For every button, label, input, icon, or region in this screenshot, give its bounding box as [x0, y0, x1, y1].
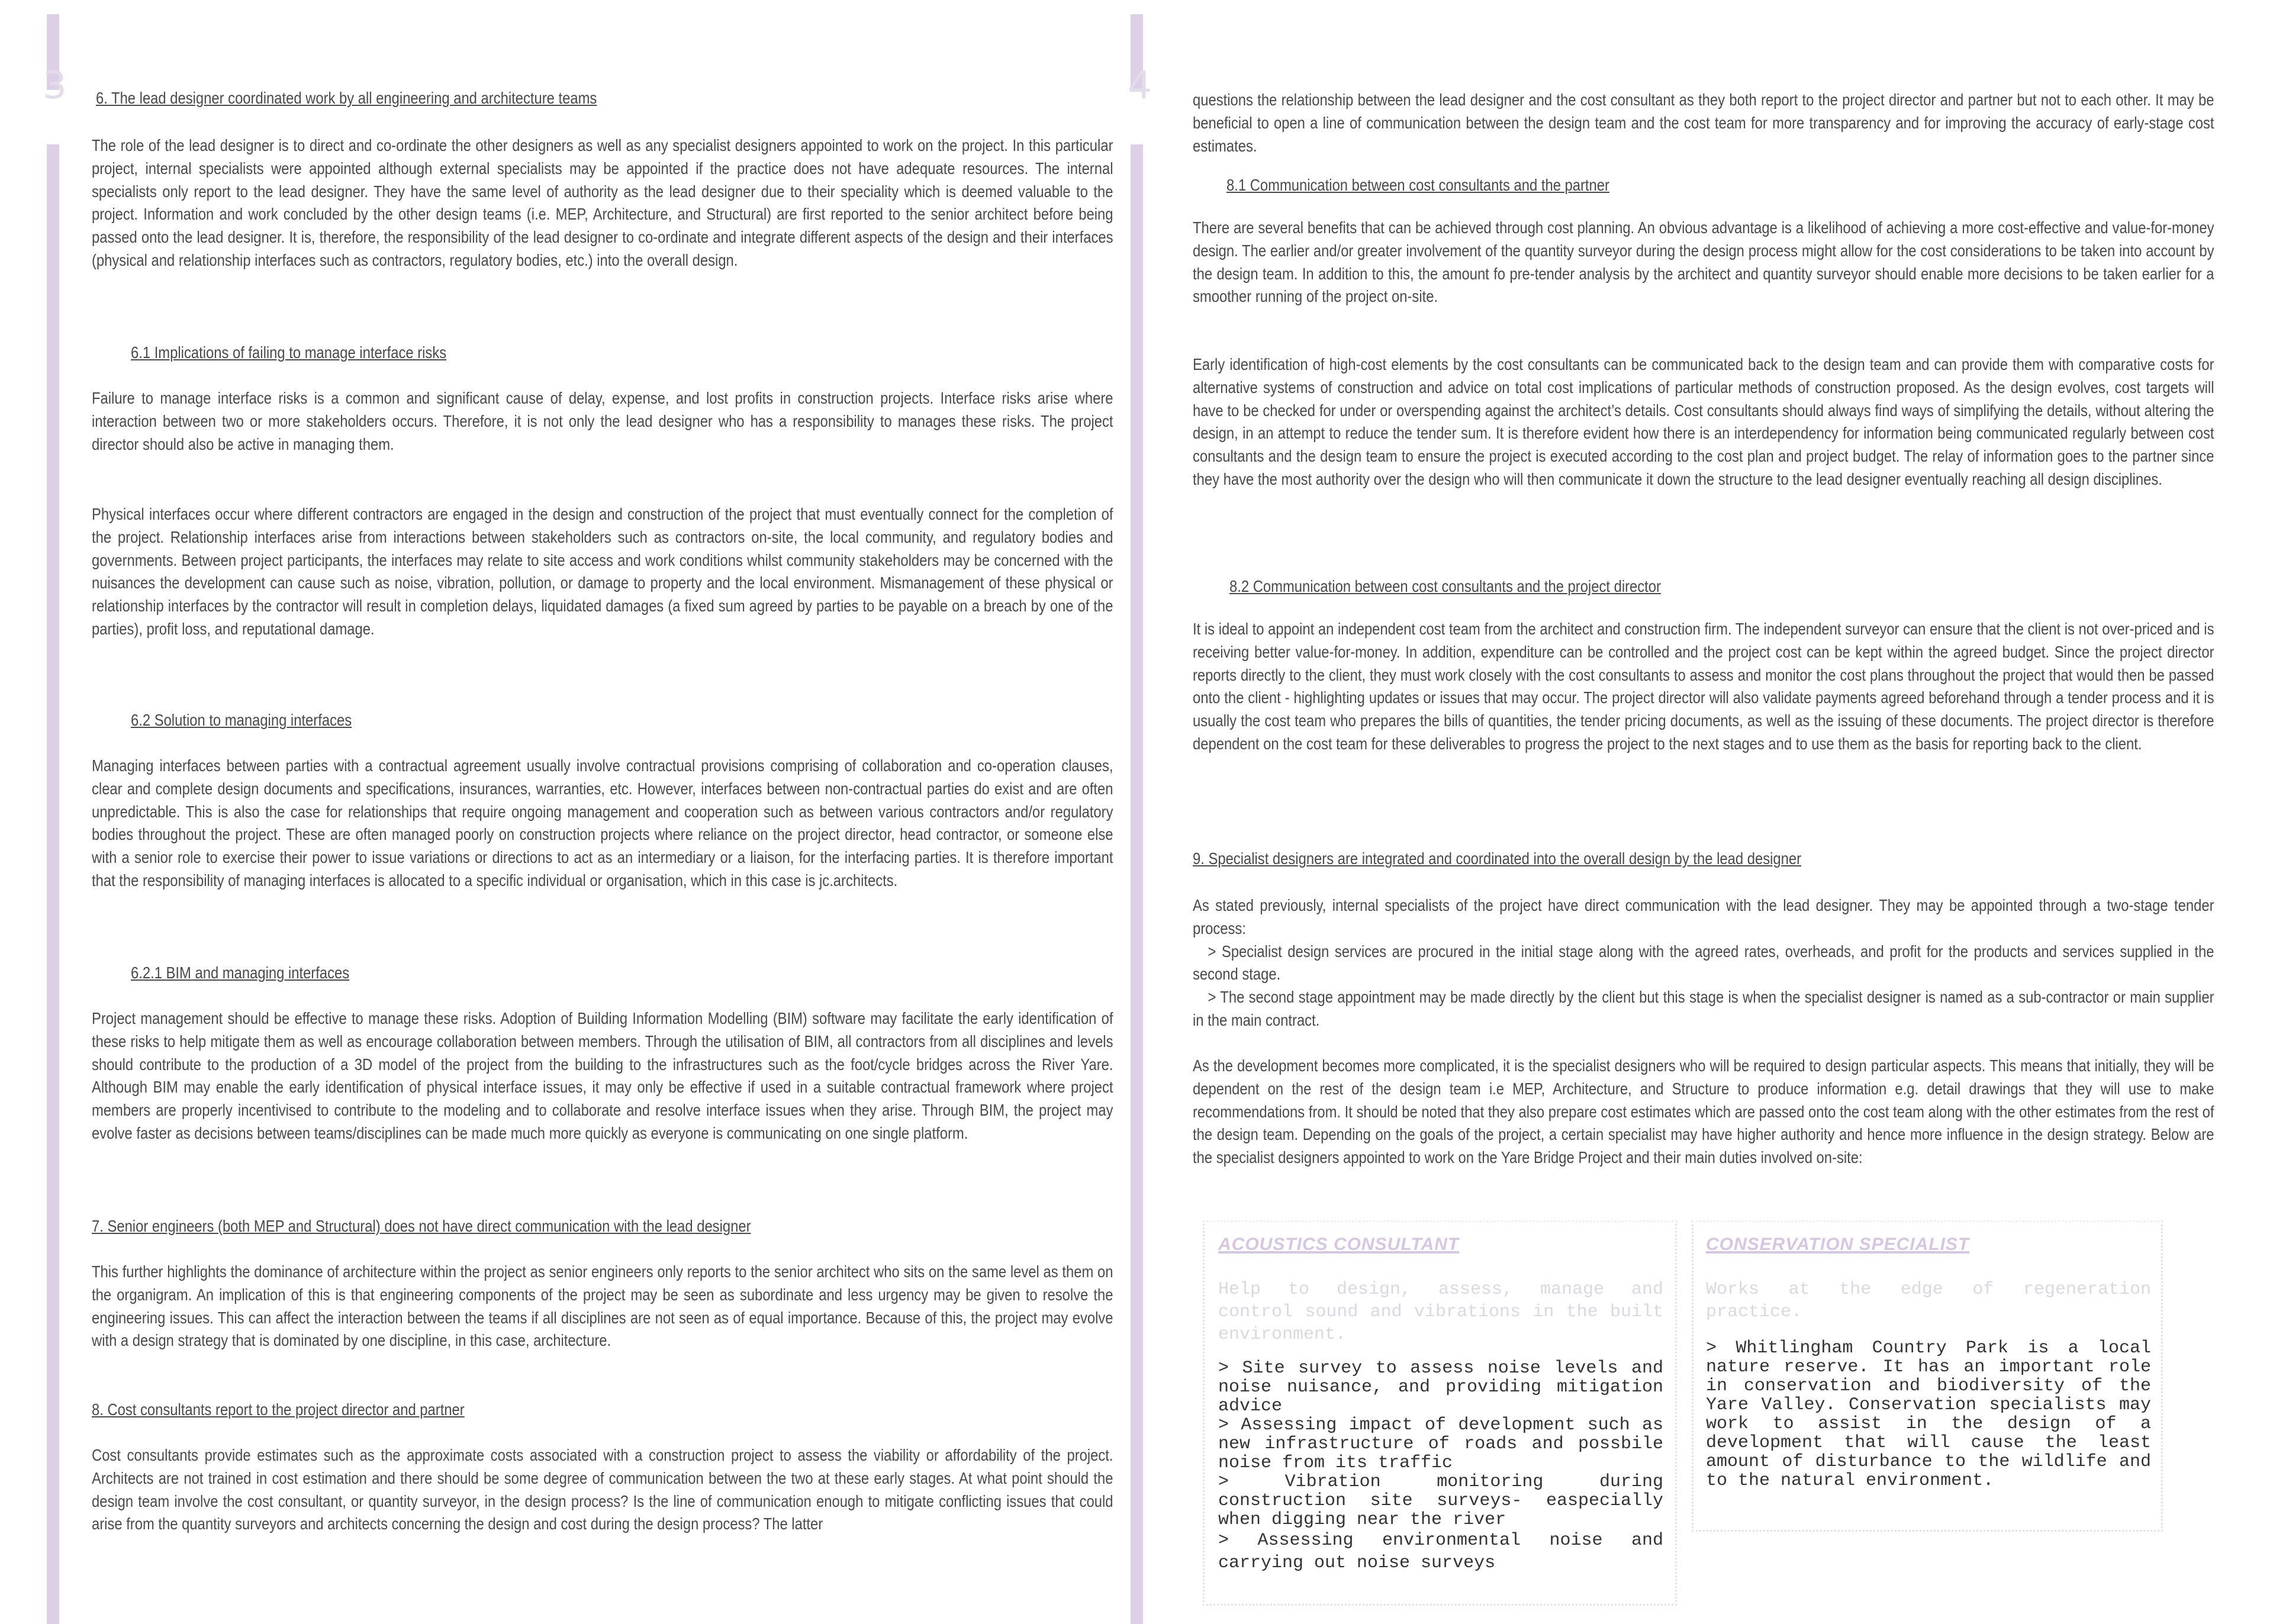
duty-item: > Whitlingham Country Park is a local nature reserve. It has an important role in conservation and biodiversity of the Yare Valley. Conservation specialists may work to assist in the design of a development that will cause the least amount of disturbance to the wildlife and to the natural environment.: [1706, 1338, 2151, 1491]
paragraph-9-bullet-1: > Specialist design services are procured in the initial stage along with the agreed rates, overheads, and profit for the products and services supplied in the second stage.: [1193, 942, 2214, 984]
acoustics-consultant-title: ACOUSTICS CONSULTANT: [1218, 1235, 1460, 1254]
paragraph-8-1b: Early identification of high-cost elements by the cost consultants can be communicated back to the design team and can provide them with comparative costs for alternative systems of construction and advice on total cost implications of particular methods of construction proposed. As the design evolves, cost targets will have to be checked for under or overspending against the architect’s details. Cost consultants should always find ways of simplifying the details, without altering the design, in an attempt to reduce the tender sum. It is therefore evident how there is an interdependency for information being communicated regularly between cost consultants and the design team to ensure the project is executed according to the cost plan and project budget. The relay of information goes to the partner since they have the most authority over the design who will then communicate it down the structure to the lead designer eventually reaching all design disciplines.: [1193, 355, 2214, 488]
heading-6-2: 6.2 Solution to managing interfaces: [131, 711, 352, 729]
heading-6-2-1: 6.2.1 BIM and managing interfaces: [131, 964, 350, 982]
paragraph-8: Cost consultants provide estimates such as the approximate costs associated with a construction project to assess the viability or affordability of the project. Architects are not trained in cost estimation and there should be some degree of communication between the two at these early stages. At what point should the design team involve the cost consultant, or quantity surveyor, in the design process? Is the line of communication enough to mitigate conflicting issues that could arise from the quantity surveyors and architects concerning the design and cost during the design process? The latter: [92, 1446, 1113, 1533]
heading-7: 7. Senior engineers (both MEP and Structural) does not have direct communication with the lead designer: [92, 1217, 751, 1235]
acoustics-consultant-summary: Help to design, assess, manage and control sound and vibrations in the built environment.: [1218, 1280, 1663, 1345]
conservation-specialist-duties: [1706, 1339, 2151, 1490]
paragraph-6-1a: Failure to manage interface risks is a common and significant cause of delay, expense, and lost profits in construction projects. Interface risks arise where interaction between two or more stakeholders occurs. Therefore, it is not only the lead designer who has a responsibility to manages these risks. The project director should also be active in managing them.: [92, 389, 1113, 453]
paragraph-8-continued: questions the relationship between the lead designer and the cost consultant as they both report to the project director and partner but not to each other. It may be beneficial to open a line of communication between the design team and the cost team for more transparency and for improving the accuracy of early-stage cost estimates.: [1193, 91, 2214, 155]
paragraph-9: [1193, 894, 2214, 1032]
heading-6: 6. The lead designer coordinated work by all engineering and architecture teams: [96, 89, 597, 107]
paragraph-9-details: As the development becomes more complicated, it is the specialist designers who will be required to design particular aspects. This means that initially, they will be dependent on the rest of the design team i.e MEP, Architecture, and Structure to produce information e.g. detail drawings that they will use to make recommendations from. It should be noted that they also prepare cost estimates which are passed onto the cost team along with the other estimates from the rest of the design team. Depending on the goals of the project, a certain specialist may have higher authority and hence more influence in the design strategy. Below are the specialist designers appointed to work on the Yare Bridge Project and their main duties involved on-site:: [1193, 1056, 2214, 1167]
paragraph-6-2: Managing interfaces between parties with a contractual agreement usually involve contractual provisions comprising of collaboration and co-operation clauses, clear and complete design documents and specifications, insurances, warranties, etc. However, interfaces between non-contractual parties do exist and are often unpredictable. This is also the case for relationships that require ongoing management and cooperation such as between various contractors and/or regulatory bodies throughout the project. These are often managed poorly on construction projects where reliance on the project director, head contractor, or someone else with a senior role to exercise their power to issue variations or directions to act as an intermediary or a liaison, for the interfacing parties. It is therefore important that the responsibility of managing interfaces is allocated to a specific individual or organisation, which in this case is jc.architects.: [92, 756, 1113, 890]
duty-item: > Site survey to assess noise levels and noise nuisance, and providing mitigation advice: [1218, 1358, 1663, 1416]
paragraph-8-2: It is ideal to appoint an independent cost team from the architect and construction firm. The independent surveyor can ensure that the client is not over-priced and is receiving better value-for-money. In addition, expenditure can be controlled and the project cost can be kept within the agreed budget. Since the project director reports directly to the client, they must work closely with the cost consultants to assess and monitor the cost plans throughout the project that would then be passed onto the client - highlighting updates or issues that may occur. The project director will also validate payments agreed beforehand through a tender process and it is usually the cost team who prepares the bills of quantities, the tender pricing documents, as well as the issuing of these documents. The project director is therefore dependent on the cost team for these deliverables to progress the project to the next stages and to use them as the basis for reporting back to the client.: [1193, 620, 2214, 753]
page-4-margin-bar: [1131, 144, 1143, 1624]
page-3-margin-bar: [47, 144, 59, 1624]
acoustics-consultant-duties: [1218, 1359, 1663, 1574]
paragraph-6: The role of the lead designer is to direct and co-ordinate the other designers as well as any specialist designers appointed to work on the project. In this particular project, internal specialists were appointed although external specialists may be appointed if the practice does not have adequate resources. The internal specialists only report to the lead designer. They have the same level of authority as the lead designer due to their speciality which is deemed valuable to the project. Information and work concluded by the other design teams (i.e. MEP, Architecture, and Structural) are first reported to the senior architect before being passed onto the lead designer. It is, therefore, the responsibility of the lead designer to co-ordinate and integrate different aspects of the design and their interfaces (physical and relationship interfaces such as contractors, regulatory bodies, etc.) into the overall design.: [92, 136, 1113, 269]
page-number-4: 4: [1128, 64, 1152, 108]
paragraph-9-intro: As stated previously, internal specialists of the project have direct communication with the lead designer. They may be appointed through a two-stage tender process:: [1193, 896, 2214, 937]
heading-8-1: 8.1 Communication between cost consultants and the partner: [1226, 176, 1609, 194]
duty-item: > Assessing impact of development such as new infrastructure of roads and possbile noise from its traffic: [1218, 1415, 1663, 1473]
duty-item: > Vibration monitoring during construction site surveys- easpecially when digging near the river: [1218, 1472, 1663, 1530]
heading-9: 9. Specialist designers are integrated and coordinated into the overall design by the lead designer: [1193, 849, 1802, 868]
conservation-specialist-title: CONSERVATION SPECIALIST: [1706, 1235, 1970, 1254]
paragraph-7: This further highlights the dominance of architecture within the project as senior engineers only reports to the senior architect who sits on the same level as them on the organigram. An implication of this is that engineering components of the project may be seen as subordinate and less urgency may be given to resolve the engineering issues. This can affect the interaction between the teams if all disciplines are not seen as of equal importance. Because of this, the project may evolve with a design strategy that is dominated by one discipline, in this case, architecture.: [92, 1262, 1113, 1350]
paragraph-8-1a: There are several benefits that can be achieved through cost planning. An obvious advantage is a likelihood of achieving a more cost-effective and value-for-money design. The earlier and/or greater involvement of the quantity surveyor during the design process might allow for the cost considerations to be taken into account by the design team. In addition to this, the amount fo pre-tender analysis by the architect and quantity surveyor should enable more decisions to be taken earlier for a smoother running of the project on-site.: [1193, 218, 2214, 306]
heading-8: 8. Cost consultants report to the project director and partner: [92, 1400, 465, 1419]
page-number-3: 3: [43, 64, 67, 108]
heading-8-2: 8.2 Communication between cost consultants and the project director: [1229, 577, 1661, 595]
paragraph-9-bullet-2: > The second stage appointment may be made directly by the client but this stage is when the specialist designer is named as a sub-contractor or main supplier in the main contract.: [1193, 988, 2214, 1029]
conservation-specialist-summary: Works at the edge of regeneration practice.: [1706, 1280, 2151, 1322]
paragraph-6-2-1: Project management should be effective to manage these risks. Adoption of Building Information Modelling (BIM) software may facilitate the early identification of these risks to help mitigate them as well as encourage collaboration between members. Through the utilisation of BIM, all contractors from all disciplines and levels should contribute to the production of a 3D model of the project from the building to the infrastructures such as the foot/cycle bridges across the River Yare. Although BIM may enable the early identification of physical interface issues, it may only be effective if used in a suitable contractual framework where project members are properly incentivised to contribute to the modeling and to collaborate and resolve interface issues when they arise. Through BIM, the project may evolve faster as decisions between teams/disciplines can be made much more quickly as everyone is communicating on one single platform.: [92, 1009, 1113, 1142]
heading-6-1: 6.1 Implications of failing to manage interface risks: [131, 343, 447, 362]
paragraph-6-1b: Physical interfaces occur where different contractors are engaged in the design and construction of the project that must eventually connect for the completion of the project. Relationship interfaces arise from interactions between stakeholders such as contractors on-site, the local community, and regulatory bodies and governments. Between project participants, the interfaces may relate to site access and work conditions whilst community stakeholders may be concerned with the nuisances the development can cause such as noise, vibration, pollution, or damage to property and the local environment. Mismanagement of these physical or relationship interfaces by the contractor will result in completion delays, liquidated damages (a fixed sum agreed by parties to be payable on a breach by one of the parties), profit loss, and reputational damage.: [92, 505, 1113, 638]
duty-item: > Assessing environmental noise and carrying out noise surveys: [1218, 1530, 1663, 1573]
